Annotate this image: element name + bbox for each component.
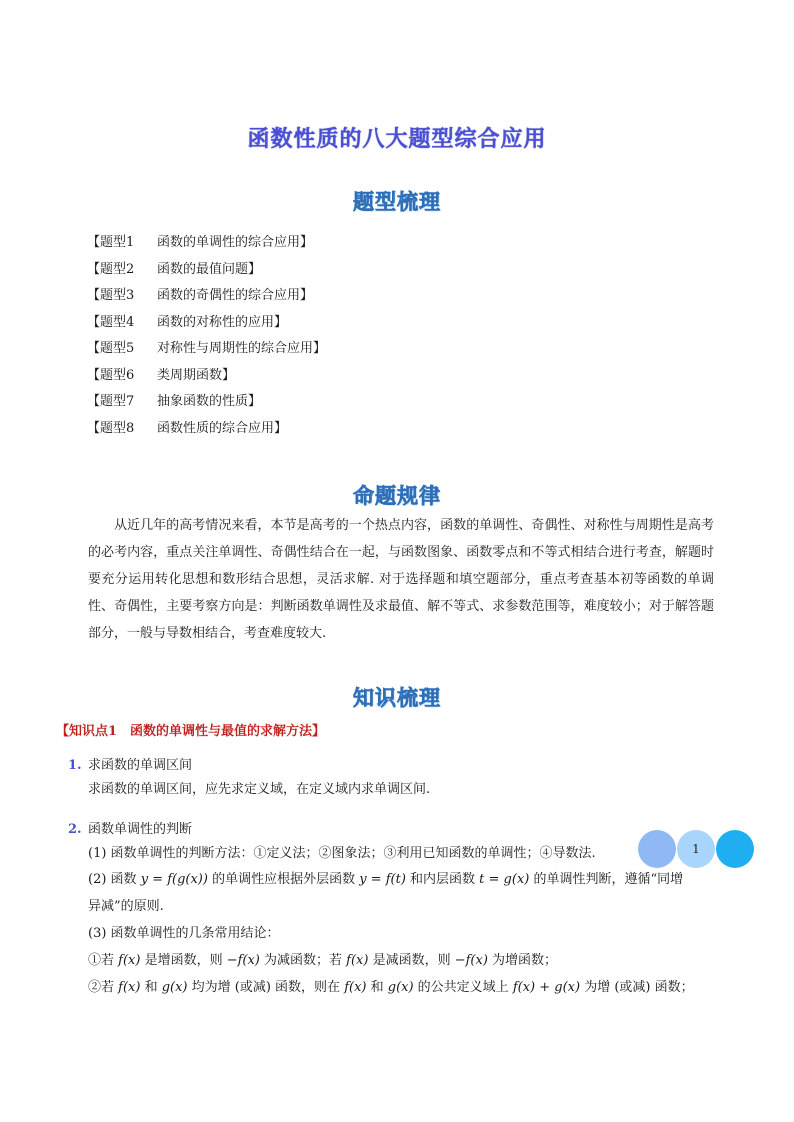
toc-tag: 【题型2 bbox=[87, 261, 135, 277]
math-expression: g(x) bbox=[387, 980, 414, 995]
toc-text: 函数的对称性的应用】 bbox=[157, 314, 288, 330]
document-title: 函数性质的八大题型综合应用 bbox=[247, 127, 547, 152]
math-expression: y = f(g(x)) bbox=[140, 872, 208, 887]
toc-text: 函数的单调性的综合应用】 bbox=[157, 235, 314, 250]
question-type-list bbox=[87, 230, 326, 442]
item-title: 函数单调性的判断 bbox=[88, 822, 193, 837]
math-expression: t = g(x) bbox=[479, 872, 530, 887]
text-run: 和内层函数 bbox=[405, 872, 480, 887]
page-number: 1 bbox=[692, 842, 700, 856]
page-number-badge bbox=[638, 830, 754, 868]
math-expression: g(x) bbox=[161, 980, 188, 995]
toc-text: 函数的奇偶性的综合应用】 bbox=[157, 288, 314, 303]
math-expression: f(x) bbox=[346, 953, 369, 968]
toc-item bbox=[87, 363, 326, 390]
toc-text: 类周期函数】 bbox=[157, 367, 236, 383]
item-2-line-6 bbox=[88, 979, 694, 997]
numbered-item-2 bbox=[68, 818, 192, 837]
toc-item bbox=[87, 336, 326, 363]
toc-text: 抽象函数的性质】 bbox=[157, 394, 262, 409]
text-run: 为增函数； bbox=[487, 953, 558, 968]
toc-tag: 【题型8 bbox=[87, 420, 135, 436]
knowledge-point-heading: 【知识点1 函数的单调性与最值的求解方法】 bbox=[56, 724, 326, 739]
toc-text: 对称性与周期性的综合应用】 bbox=[157, 341, 327, 356]
text-run: ①若 bbox=[88, 953, 119, 968]
item-2-line-5 bbox=[88, 952, 557, 970]
section-banner-knowledge: 知识梳理 bbox=[353, 686, 441, 710]
text-run: 均为增 (或减) 函数，则在 bbox=[187, 980, 345, 995]
math-expression: f(x) bbox=[344, 980, 367, 995]
toc-item bbox=[87, 389, 326, 416]
text-run: 的单调性应根据外层函数 bbox=[207, 872, 360, 887]
item-2-line-3: 异减”的原则. bbox=[88, 899, 164, 914]
text-run: 为增 (或减) 函数； bbox=[580, 980, 694, 995]
badge-circle-left bbox=[638, 830, 676, 868]
section-banner-rules: 命题规律 bbox=[353, 484, 441, 508]
badge-circle-right bbox=[716, 830, 754, 868]
math-expression: f(x) + g(x) bbox=[512, 980, 581, 995]
toc-tag: 【题型6 bbox=[87, 367, 135, 383]
text-run: (2) 函数 bbox=[88, 872, 141, 887]
item-1-body: 求函数的单调区间，应先求定义域，在定义域内求单调区间. bbox=[88, 782, 431, 797]
toc-text: 函数性质的综合应用】 bbox=[157, 420, 288, 436]
toc-item bbox=[87, 416, 326, 443]
text-run: 为减函数；若 bbox=[259, 953, 347, 968]
toc-item bbox=[87, 230, 326, 257]
text-run: 是减函数，则 bbox=[368, 953, 455, 968]
toc-text: 函数的最值问题】 bbox=[157, 261, 262, 277]
rules-paragraph: 从近几年的高考情况来看，本节是高考的一个热点内容，函数的单调性、奇偶性、对称性与周期性是高考的必考内容，重点关注单调性、奇偶性结合在一起，与函数图象、函数零点和不等式相结合进行考查，解题时要充分运用转化思想和数形结合思想，灵活求解. 对于选择题和填空题部分，重点考查基本初等函数的单调性、奇偶性，主要考察方向是：判断函数单调性及求最值、解不等式、求参数范围等，难度较小；对于解答题部分，一般与导数相结合，考查难度较大. bbox=[88, 518, 714, 641]
item-2-line-1: (1) 函数单调性的判断方法：①定义法；②图象法；③利用已知函数的单调性；④导数法. bbox=[88, 846, 596, 861]
text-run: 和 bbox=[140, 980, 162, 995]
item-title: 求函数的单调区间 bbox=[88, 758, 193, 773]
text-run: 的单调性判断，遵循“同增 bbox=[529, 872, 684, 887]
toc-item bbox=[87, 310, 326, 337]
toc-tag: 【题型4 bbox=[87, 314, 135, 330]
math-expression: −f(x) bbox=[226, 953, 260, 968]
toc-item bbox=[87, 257, 326, 284]
section-banner-types: 题型梳理 bbox=[353, 190, 441, 214]
math-expression: y = f(t) bbox=[359, 872, 406, 887]
toc-item bbox=[87, 283, 326, 310]
item-2-line-2 bbox=[88, 871, 683, 889]
item-number: 2. bbox=[68, 822, 82, 837]
toc-tag: 【题型3 bbox=[87, 288, 135, 303]
math-expression: −f(x) bbox=[454, 953, 488, 968]
toc-tag: 【题型1 bbox=[87, 235, 135, 250]
text-run: 和 bbox=[366, 980, 388, 995]
math-expression: f(x) bbox=[118, 953, 141, 968]
toc-tag: 【题型7 bbox=[87, 394, 135, 409]
numbered-item-1 bbox=[68, 754, 192, 773]
toc-tag: 【题型5 bbox=[87, 341, 135, 356]
text-run: 的公共定义域上 bbox=[413, 980, 513, 995]
item-2-line-4: (3) 函数单调性的几条常用结论： bbox=[88, 926, 280, 941]
text-run: 是增函数，则 bbox=[140, 953, 227, 968]
item-number: 1. bbox=[68, 758, 82, 773]
math-expression: f(x) bbox=[118, 980, 141, 995]
text-run: ②若 bbox=[88, 980, 119, 995]
